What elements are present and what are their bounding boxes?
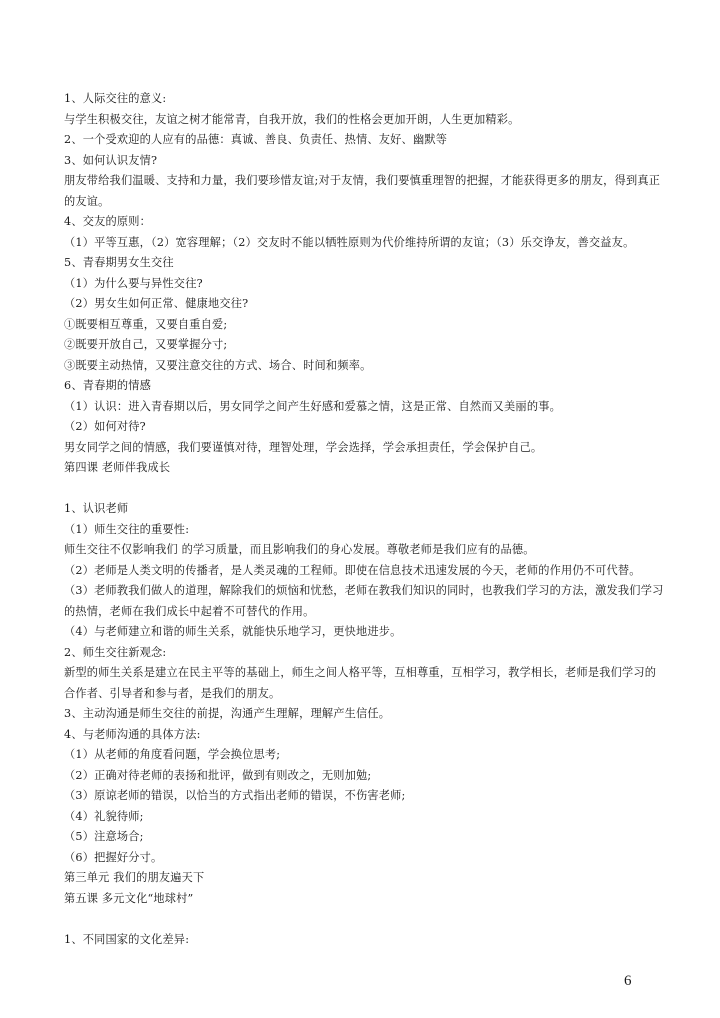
- heading-item-3: 3、主动沟通是师生交往的前提，沟通产生理解，理解产生信任。: [64, 707, 391, 720]
- paragraph: 朋友带给我们温暖、支持和力量，我们要珍惜友谊;对于友情，我们要慎重理智的把握，才能获得更多的朋友，得到真正的友谊。: [64, 174, 661, 208]
- heading-item-4: 4、与老师沟通的具体方法:: [64, 727, 201, 741]
- sub-item: （2）正确对待老师的表扬和批评，做到有则改之，无则加勉;: [64, 768, 372, 782]
- paragraph: 师生交往不仅影响我们 的学习质量，而且影响我们的身心发展。尊敬老师是我们应有的品德。: [64, 543, 535, 556]
- sub-item: （2）如何对待?: [64, 420, 146, 433]
- blank-line: [64, 479, 664, 500]
- sub-item: （2）老师是人类文明的传播者，是人类灵魂的工程师。即使在信息技术迅速发展的今天，老师的作用仍不可代替。: [64, 563, 641, 577]
- sub-item: （4）礼貌待师;: [64, 809, 144, 823]
- page-number: 6: [624, 973, 632, 989]
- blank-line: [64, 909, 664, 930]
- sub-item: （3）老师教我们做人的道理，解除我们的烦恼和忧愁，老师在教我们知识的同时，也教我们学习的方法，激发我们学习的热情，老师在我们成长中起着不可替代的作用。: [64, 584, 664, 618]
- sub-item: （1）从老师的角度看问题，学会换位思考;: [64, 748, 281, 761]
- document-body: [64, 89, 664, 950]
- heading-item-2: 2、师生交往新观念:: [64, 645, 167, 659]
- paragraph: 新型的师生关系是建立在民主平等的基础上，师生之间人格平等，互相尊重，互相学习，教学相长，老师是我们学习的合作者、引导者和参与者，是我们的朋友。: [64, 666, 657, 700]
- heading-item-3: 3、如何认识友情?: [64, 153, 158, 167]
- sub-item: （1）师生交往的重要性:: [64, 522, 190, 536]
- heading-item-5: 5、青春期男女生交往: [64, 256, 174, 269]
- lesson-title: 第五课 多元文化“地球村”: [64, 891, 194, 905]
- sub-item: （3）原谅老师的错误，以恰当的方式指出老师的错误，不伤害老师;: [64, 789, 406, 802]
- paragraph: 与学生积极交往，友谊之树才能常青，自我开放，我们的性格会更加开朗，人生更加精彩。: [64, 112, 520, 126]
- sub-item: （1）为什么要与异性交往?: [64, 276, 203, 290]
- lesson-title: 第四课 老师伴我成长: [64, 461, 171, 474]
- heading-item-1: 1、人际交往的意义:: [64, 92, 167, 105]
- list-item: ③既要主动热情，又要注意交往的方式、场合、时间和频率。: [64, 358, 372, 372]
- list-item: ②既要开放自己，又要掌握分寸;: [64, 338, 228, 351]
- sub-item: （1）认识：进入青春期以后，男女同学之间产生好感和爱慕之情，这是正常、自然而又美丽的事。: [64, 399, 561, 413]
- heading-item-1: 1、认识老师: [64, 502, 129, 515]
- sub-item: （4）与老师建立和谐的师生关系，就能快乐地学习，更快地进步。: [64, 625, 402, 638]
- paragraph: （1）平等互惠，（2）宽容理解；（2）交友时不能以牺牲原则为代价维持所谓的友谊；（3）乐交诤友，善交益友。: [64, 235, 635, 249]
- sub-item: （6）把握好分寸。: [64, 850, 163, 864]
- sub-item: （5）注意场合;: [64, 830, 144, 843]
- heading-item-1: 1、不同国家的文化差异:: [64, 932, 190, 946]
- heading-item-4: 4、交友的原则：: [64, 215, 152, 228]
- list-item: ①既要相互尊重，又要自重自爱;: [64, 317, 228, 331]
- sub-item: （2）男女生如何正常、健康地交往?: [64, 297, 249, 310]
- unit-title: 第三单元 我们的朋友遍天下: [64, 871, 205, 884]
- heading-item-6: 6、青春期的情感: [64, 379, 152, 392]
- heading-item-2: 2、一个受欢迎的人应有的品德：真诚、善良、负责任、热情、友好、幽默等: [64, 133, 448, 146]
- paragraph: 男女同学之间的情感，我们要谨慎对待，理智处理，学会选择，学会承担责任，学会保护自己。: [64, 440, 543, 454]
